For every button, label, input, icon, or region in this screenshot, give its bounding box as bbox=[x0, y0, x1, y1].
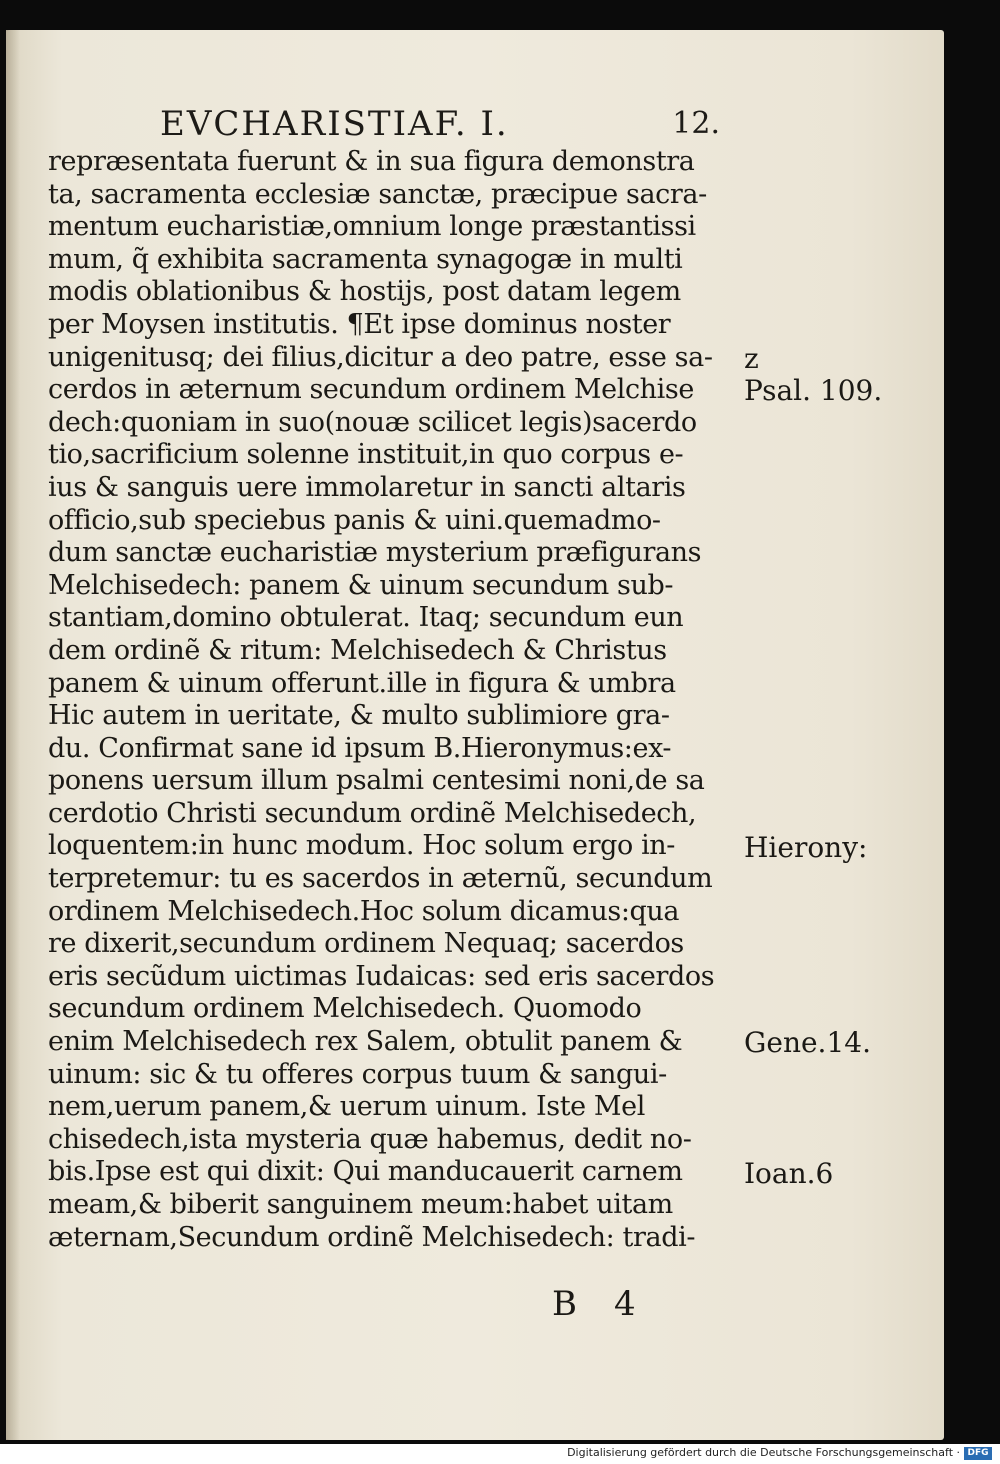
text-line: ordinem Melchisedech.Hoc solum dicamus:qua bbox=[48, 895, 680, 927]
text-line: bis.Ipse est qui dixit: Qui manducauerit carnem bbox=[48, 1156, 683, 1188]
text-line: loquentem:in hunc modum. Hoc solum ergo in- bbox=[48, 830, 676, 862]
margin-note: Gene.14. bbox=[744, 1026, 871, 1060]
page-footer bbox=[552, 1284, 672, 1324]
folio-number: 12. bbox=[672, 106, 720, 141]
text-line: terpretemur: tu es sacerdos in æternũ, secundum bbox=[48, 863, 713, 895]
running-title: EVCHARISTIAF. I. bbox=[160, 104, 509, 144]
running-header bbox=[160, 104, 720, 144]
text-line: uinum: sic & tu offeres corpus tuum & sangui- bbox=[48, 1058, 667, 1090]
digitization-credit: Digitalisierung gefördert durch die Deutsche Forschungsgemeinschaft · bbox=[567, 1446, 960, 1459]
margin-note: z bbox=[744, 341, 759, 375]
text-line: ponens uersum illum psalmi centesimi noni,de sa bbox=[48, 765, 705, 797]
text-line: meam,& biberit sanguinem meum:habet uitam bbox=[48, 1189, 673, 1220]
text-line: stantiam,domino obtulerat. Itaq; secundum eun bbox=[48, 602, 684, 634]
text-line: du. Confirmat sane id ipsum B.Hieronymus:ex- bbox=[48, 732, 672, 764]
text-line: modis oblationibus & hostijs, post datam legem bbox=[48, 276, 681, 308]
text-line: nem,uerum panem,& uerum uinum. Iste Mel bbox=[48, 1091, 645, 1123]
text-line: officio,sub speciebus panis & uini.quemadmo- bbox=[48, 504, 661, 536]
text-line: panem & uinum offerunt.ille in figura & umbra bbox=[48, 667, 676, 699]
text-line: ta, sacramenta ecclesiæ sanctæ, præcipue sacra- bbox=[48, 178, 707, 210]
text-line: re dixerit,secundum ordinem Nequaq; sacerdos bbox=[48, 928, 684, 960]
text-line: secundum ordinem Melchisedech. Quomodo bbox=[48, 993, 642, 1025]
body-text bbox=[48, 146, 738, 1254]
text-line: cerdos in æternum secundum ordinem Melchise bbox=[48, 374, 694, 406]
text-line: cerdotio Christi secundum ordinẽ Melchisedech, bbox=[48, 797, 697, 829]
text-line: tio,sacrificium solenne instituit,in quo corpus e- bbox=[48, 439, 684, 471]
text-line: Hic autem in ueritate, & multo sublimiore gra- bbox=[48, 700, 670, 732]
dfg-logo: DFG bbox=[964, 1447, 992, 1460]
text-line: per Moysen institutis. ¶Et ipse dominus noster bbox=[48, 308, 671, 340]
text-line: æternam,Secundum ordinẽ Melchisedech: tradi- bbox=[48, 1221, 696, 1253]
text-line: dum sanctæ eucharistiæ mysterium præfigurans bbox=[48, 537, 702, 569]
text-line: eris secũdum uictimas Iudaicas: sed eris sacerdos bbox=[48, 960, 715, 992]
text-line: enim Melchisedech rex Salem, obtulit panem & bbox=[48, 1026, 683, 1058]
margin-note: Psal. 109. bbox=[744, 374, 883, 408]
signature-mark: B bbox=[552, 1284, 577, 1324]
text-line: dech:quoniam in suo(nouæ scilicet legis)sacerdo bbox=[48, 406, 697, 438]
text-line: repræsentata fuerunt & in sua figura demonstra bbox=[48, 146, 695, 177]
credit-bar bbox=[0, 1444, 1000, 1464]
text-line: unigenitusq; dei filius,dicitur a deo patre, esse sa- bbox=[48, 341, 713, 373]
margin-note: Ioan.6 bbox=[744, 1156, 834, 1190]
text-line: mum, q̃ exhibita sacramenta synagogæ in multi bbox=[48, 243, 683, 275]
margin-note: Hierony: bbox=[744, 830, 868, 864]
text-line: chisedech,ista mysteria quæ habemus, dedit no- bbox=[48, 1123, 692, 1155]
signature-number: 4 bbox=[614, 1284, 636, 1324]
text-line: mentum eucharistiæ,omnium longe præstantissi bbox=[48, 211, 696, 243]
text-line: dem ordinẽ & ritum: Melchisedech & Christus bbox=[48, 634, 667, 666]
text-line: ius & sanguis uere immolaretur in sancti altaris bbox=[48, 471, 686, 503]
text-line: Melchisedech: panem & uinum secundum sub- bbox=[48, 569, 674, 601]
